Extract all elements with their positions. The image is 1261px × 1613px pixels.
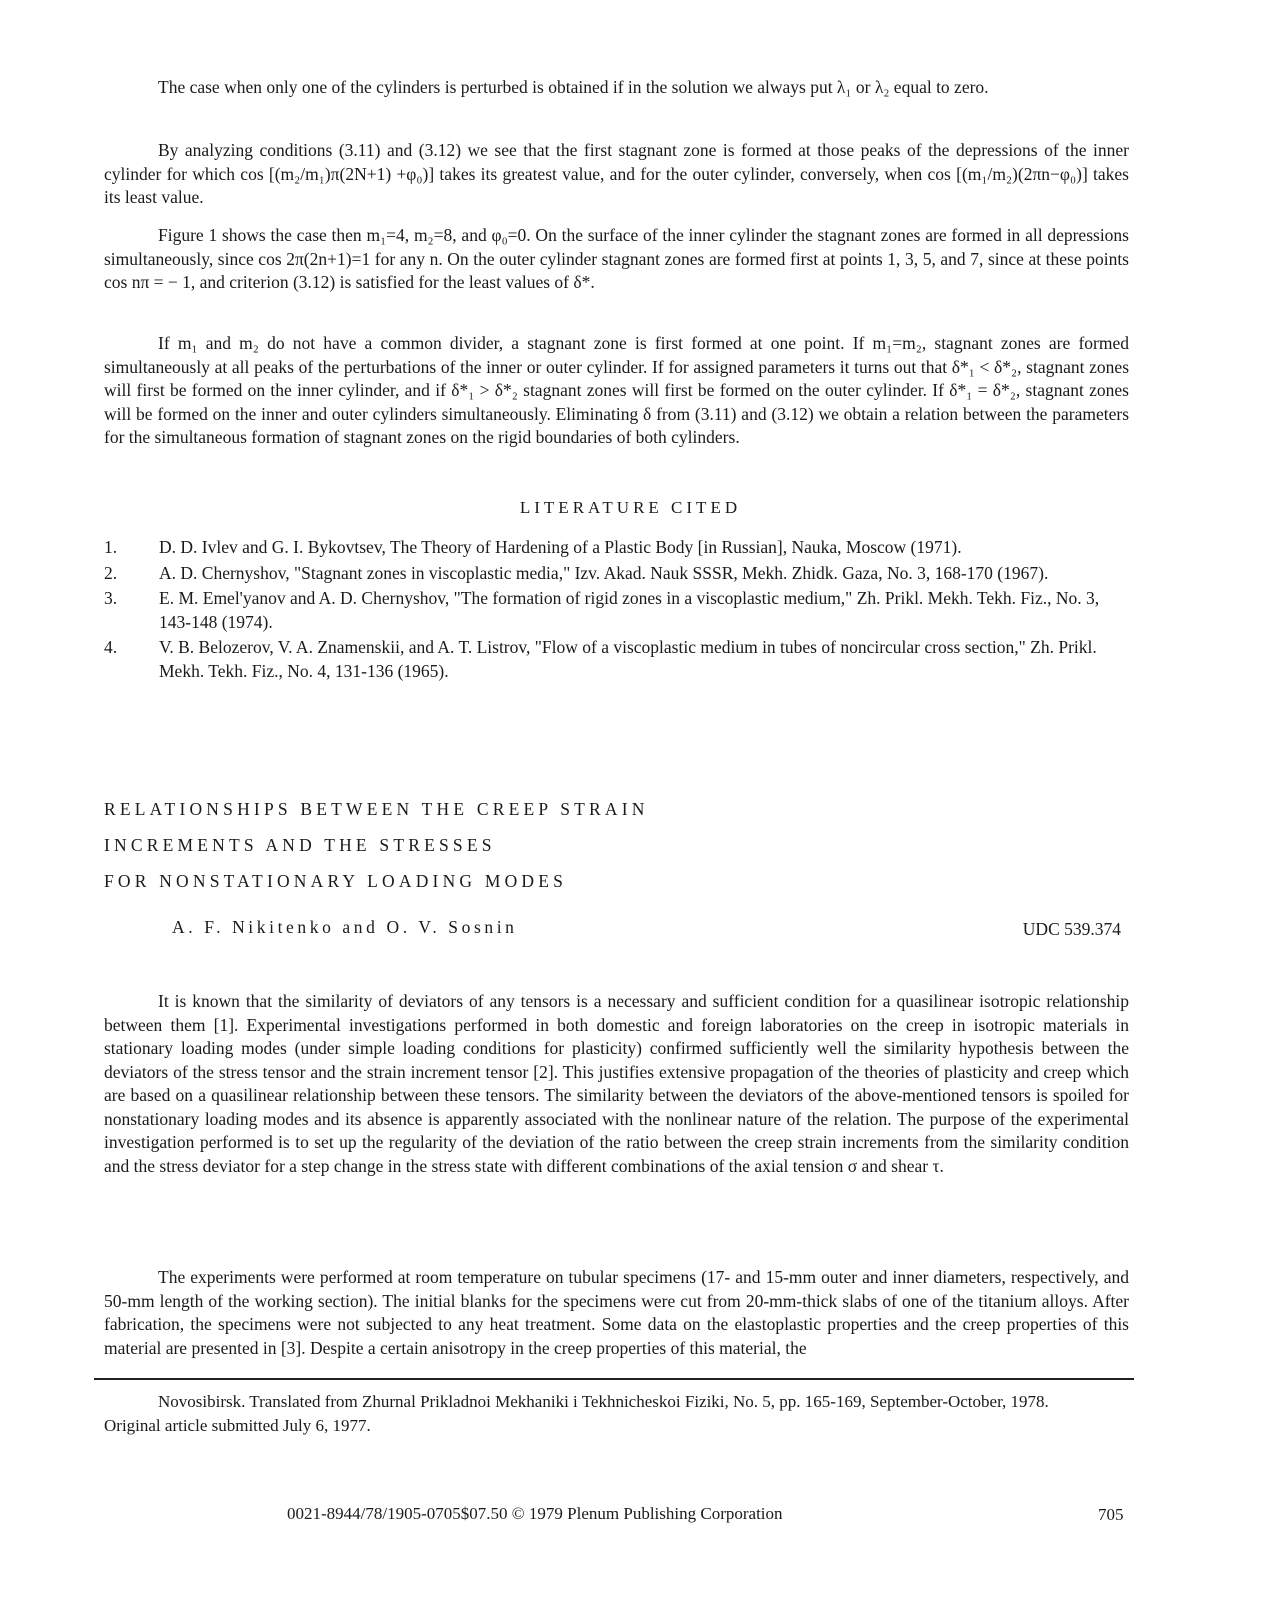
article-title-line-3: FOR NONSTATIONARY LOADING MODES — [104, 871, 568, 891]
udc-code: UDC 539.374 — [1022, 919, 1121, 939]
reference-item — [104, 562, 1129, 586]
reference-text: V. B. Belozerov, V. A. Znamenskii, and A. T. Listrov, "Flow of a viscoplastic medium in tubes of noncircular cross section," Zh. Prikl. Mekh. Tekh. Fiz., No. 4, 131-136 (1965). — [159, 637, 1097, 681]
reference-number: 1. — [104, 537, 118, 557]
reference-text: D. D. Ivlev and G. I. Bykovtsev, The Theory of Hardening of a Plastic Body [in Russian], Nauka, Moscow (1971). — [159, 537, 962, 557]
paragraph-common-divider: If m₁ and m₂ do not have a common divider, a stagnant zone is first formed at one point. If m₁=m₂, stagnant zones are formed simultaneously at all peaks of the perturbations of the inner or outer cylinder. If for assigned parameters it turns out that δ*₁ < δ*₂, stagnant zones will first be formed on the inner cylinder, and if δ*₁ > δ*₂ stagnant zones will first be formed on the outer cylinder. If δ*₁ = δ*₂, stagnant zones will be formed on the inner and outer cylinders simultaneously. Eliminating δ from (3.11) and (3.12) we obtain a relation between the parameters for the simultaneous formation of stagnant zones on the rigid boundaries of both cylinders. — [104, 333, 1129, 447]
reference-item — [104, 587, 1129, 634]
footnote: Novosibirsk. Translated from Zhurnal Prikladnoi Mekhaniki i Tekhnicheskoi Fiziki, No. 5, pp. 165-169, September-October, 1978. Original article submitted July 6, 1977. — [104, 1392, 1049, 1435]
article-title-line-1: RELATIONSHIPS BETWEEN THE CREEP STRAIN — [104, 799, 649, 819]
copyright-line: 0021-8944/78/1905-0705$07.50 © 1979 Plenum Publishing Corporation — [287, 1504, 783, 1523]
literature-cited-heading: LITERATURE CITED — [519, 498, 742, 517]
reference-text: A. D. Chernyshov, "Stagnant zones in viscoplastic media," Izv. Akad. Nauk SSSR, Mekh. Zhidk. Gaza, No. 3, 168-170 (1967). — [159, 562, 1049, 583]
article-paragraph-similarity: It is known that the similarity of deviators of any tensors is a necessary and sufficient condition for a quasilinear isotropic relationship between them [1]. Experimental investigations performed in both domestic and foreign laboratories on the creep in isotropic materials in stationary loading modes (under simple loading conditions for plasticity) confirmed sufficiently well the similarity hypothesis between the deviators of the stress tensor and the strain increment tensor [2]. This justifies extensive propagation of the theories of plasticity and creep which are based on a quasilinear relationship between these tensors. The similarity between the deviators of the above-mentioned tensors is spoiled for nonstationary loading modes and its absence is apparently associated with the nonlinear nature of the relation. The purpose of the experimental investigation performed is to set up the regularity of the deviation of the ratio between the creep strain increments from the similarity condition and the stress deviator for a step change in the stress state with different combinations of the axial tension σ and shear τ. — [104, 991, 1129, 1176]
reference-number: 2. — [104, 562, 118, 583]
page-number: 705 — [1098, 1505, 1124, 1524]
reference-item — [104, 636, 1129, 683]
reference-text: E. M. Emel'yanov and A. D. Chernyshov, "The formation of rigid zones in a viscoplastic medium," Zh. Prikl. Mekh. Tekh. Fiz., No. 3, 143-148 (1974). — [159, 588, 1100, 632]
reference-number: 3. — [104, 588, 118, 608]
reference-list — [104, 536, 1129, 685]
paragraph-stagnant-zone-conditions: By analyzing conditions (3.11) and (3.12) we see that the first stagnant zone is formed at those peaks of the depressions of the inner cylinder for which cos [(m₂/m₁)π(2N+1) +φ₀)] takes its greatest value, and for the outer cylinder, conversely, when cos [(m₁/m₂)(2πn−φ₀)] takes its least value. — [104, 140, 1129, 207]
reference-item — [104, 536, 1129, 560]
reference-number: 4. — [104, 637, 118, 657]
article-authors: A. F. Nikitenko and O. V. Sosnin — [172, 917, 518, 937]
footnote-divider — [94, 1378, 1134, 1380]
paragraph-figure-1-case: Figure 1 shows the case then m₁=4, m₂=8, and φ₀=0. On the surface of the inner cylinder the stagnant zones are formed in all depressions simultaneously, since cos 2π(2n+1)=1 for any n. On the outer cylinder stagnant zones are formed first at points 1, 3, 5, and 7, since at these points cos nπ = − 1, and criterion (3.12) is satisfied for the least values of δ*. — [104, 225, 1129, 292]
article-paragraph-experiments: The experiments were performed at room temperature on tubular specimens (17- and 15-mm outer and inner diameters, respectively, and 50-mm length of the working section). The initial blanks for the specimens were cut from 20-mm-thick slabs of one of the titanium alloys. After fabrication, the specimens were not subjected to any heat treatment. Some data on the elastoplastic properties and the creep properties of this material are presented in [3]. Despite a certain anisotropy in the creep properties of this material, the — [104, 1267, 1129, 1358]
article-title-line-2: INCREMENTS AND THE STRESSES — [104, 835, 496, 855]
paragraph-cylinder-perturbed: The case when only one of the cylinders is perturbed is obtained if in the solution we always put λ₁ or λ₂ equal to zero. — [158, 77, 989, 97]
